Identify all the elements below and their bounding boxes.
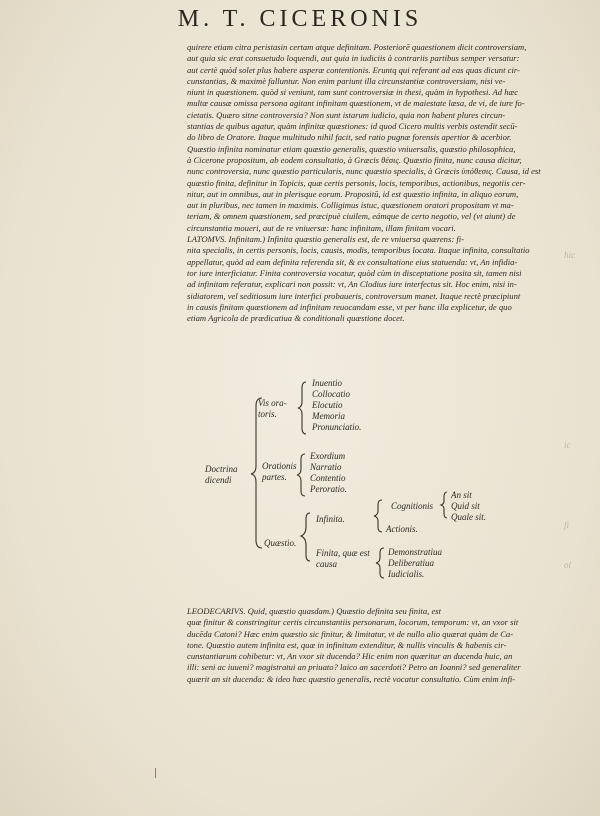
text-line: illi: seni ac iuueni? magistratui an priuato? laico an sacerdoti? Petro an Ioanni? sed generaliter (187, 662, 521, 673)
text-line: quæstio finita, definitur in Topicis, quæ certis personis, locis, temporibus, actionibus, negotiis cer- (187, 177, 526, 188)
text-line: LEODECARIVS. Quid, quæstio quasdam.) Quæstio definita seu finita, est (187, 606, 441, 616)
margin-bleed-text: hic (564, 250, 575, 260)
node-quaestio: Quæstio. (264, 538, 297, 548)
node-infinita: Infinita. (316, 514, 345, 524)
text-line: tone. Quæstio autem infinita est, quæ in infinitum extenditur, & nullis vinculis & habenis cir- (187, 639, 507, 650)
node-vis-items (312, 378, 361, 433)
text-line: nitur, aut in omnibus, aut in plerisque eorum. Propositū, id est quæstio infinita, in aliquo eorum, (187, 188, 519, 199)
node-orationis-partes: Orationis partes. (262, 461, 297, 482)
node-vis-oratoris: Vis ora- toris. (258, 398, 287, 419)
text-line: nita specialis, in certis personis, locis, causis, modis, temporibus locata. Itaque infinita, consultatio (187, 245, 530, 256)
finita-item-iudicialis: Iudicialis. (388, 569, 425, 579)
text-line: stantias de quibus agatur, quàm infinitæ quæstiones: id quod Cicero multis verbis ostendit secū- (187, 121, 518, 132)
text-line: LATOMVS. Infinitam.) Infinita quæstio generalis est, de re vniuersa quærens: fi- (187, 234, 464, 245)
text-line: niunt in quæstionem. quòd si veniunt, tam sunt controversiæ in thesi, quàm in hypothesi. Ad hæc (187, 87, 519, 98)
text-line: circunstantia moueri, aut de re vniuersæ: hanc infinitam, illam finitam vocari. (187, 222, 456, 233)
partes-item-exordium: Exordium (310, 451, 346, 461)
vis-item-memoria: Memoria (312, 411, 345, 421)
text-line: ad infinitam referatur, explicari non possit: vt, An Clodius iure interfectus sit. Hoc enim, nisi in- (187, 279, 517, 290)
node-actionis: Actionis. (386, 524, 418, 534)
text-line: ducēda Catoni? Hæc enim quæstio sic finitur, & limitatur, vt de nullo alio quærat quàm de Ca- (187, 628, 514, 639)
brace-vis (298, 382, 306, 434)
text-line: quærit an sit ducenda: & ideo hæc quæstio generalis, rectè vocatur consultatio. Cùm enim infi- (187, 673, 516, 684)
text-line: sidiatorem, vel seditiosum iure interfici probaueris, controversum manet. Itaque rectè præcipiunt (187, 290, 521, 301)
vis-item-pronunciatio: Pronunciatio. (312, 422, 362, 432)
node-cognitionis: Cognitionis (391, 501, 434, 511)
finita-item-demonstratiua: Demonstratiua (388, 547, 442, 557)
vis-item-inuentio: Inuentio (312, 378, 342, 388)
text-line: multæ causæ omissa persona agitant infinitam quæstionem, vt de maiestate læsa, de vi, de iure fo- (187, 98, 525, 109)
finita-item-deliberatiua: Deliberatiua (388, 558, 434, 568)
text-line: cietatis. Quæro sitne controversia? Non sunt istarum iudicio, quia non habent plures circun- (187, 109, 506, 120)
text-line: tor iure interficiatur. Finita controversia vocatur, quòd cùm in disceptatione posita sit, tamen nisi (187, 267, 522, 278)
text-line: à Cicerone propositum, ab eodem consultatio, à Græcis θέσις. Quæstio finita, nunc causa dicitur, (187, 154, 522, 165)
margin-bleed-text: ic (564, 440, 571, 450)
brace-quaestio (301, 513, 310, 561)
node-finita: Finita, quæ est causa (316, 548, 370, 569)
text-line: quæ finitur & constringitur certis circunstantiis personarum, locorum, temporum: vt, an vxor sit (187, 617, 519, 628)
vis-item-collocatio: Collocatio (312, 389, 350, 399)
partes-item-narratio: Narratio (310, 462, 342, 472)
text-line: Quæstio infinita nominatur etiam quæstio generalis, quæstio vniuersalis, quæstio philosophica, (187, 143, 516, 154)
text-line: aut certè quòd solet plus habere asperæ contentionis. Eruntq qui referant ad eas quas dicunt cir- (187, 64, 520, 75)
vis-item-elocutio: Elocutio (312, 400, 343, 410)
margin-bleed-text: ol (564, 560, 572, 570)
text-line: in causis finitam quæstionem ad infinitam reuocandam esse, vt per hanc illa explicetur, de quo (187, 301, 512, 312)
node-partes-items (310, 451, 347, 495)
text-line: teriam, & omnem quæstionem, sed præcipuè ciuilem, eámque de certo negotio, vel (vt aiunt) de (187, 211, 516, 222)
cognitionis-item-quid-sit: Quid sit (451, 501, 480, 511)
text-line: etiam Agricola de prædicatiua & conditionali quæstione docet. (187, 313, 405, 324)
text-line: do libro de Oratore. Itaque multitudo nihil facit, sed ratio pugnæ forensis apertior & acerbior. (187, 132, 512, 143)
brace-infinita (374, 500, 382, 532)
page-mark (155, 768, 156, 778)
cognitionis-item-an-sit: An sit (451, 490, 472, 500)
margin-bleed-text: fi (564, 520, 570, 530)
text-line: cunstantias, & maximè falluntur. Non enim pariunt illa circunstantiæ controversiam, nisi ve- (187, 75, 506, 86)
text-line: aut quia sic erat consuetudo loquendi, aut quia in iudiciis à contrariis partibus semper versatur: (187, 53, 520, 64)
text-line: appellatur, quòd ad eam definita referenda sit, & ex consultatione eius statuenda: vt, An infidia- (187, 256, 518, 267)
text-line: quirere etiam citra peristasin certam atque definitam. Posteriorē quaestionem dicit controversiam, (187, 42, 527, 52)
running-header: M. T. CICERONIS (177, 6, 423, 32)
leodecarius-text-block (187, 606, 579, 685)
node-cognitionis-items (451, 490, 486, 523)
text-line: cunstantiarum cohibetur: vt, An vxor sit ducenda? Hic enim non quæritur an ducenda huic, an (187, 651, 513, 662)
text-line: nunc controversia, nunc quæstio particularis, nunc quæstio specialis, à Græcis ὑπόθεσις. Causa, id est (187, 166, 541, 177)
brace-cognitionis (441, 492, 447, 518)
node-doctrina-dicendi: Doctrina dicendi (205, 464, 238, 485)
node-finita-items (388, 547, 442, 580)
partes-item-peroratio: Peroratio. (310, 484, 347, 494)
partes-item-contentio: Contentio (310, 473, 346, 483)
cognitionis-item-quale-sit: Quale sit. (451, 512, 486, 522)
text-line: aut in pluribus, nec tamen in maximis. Colligimus istuc, quæstionem oratori propositam vt ma- (187, 200, 514, 211)
